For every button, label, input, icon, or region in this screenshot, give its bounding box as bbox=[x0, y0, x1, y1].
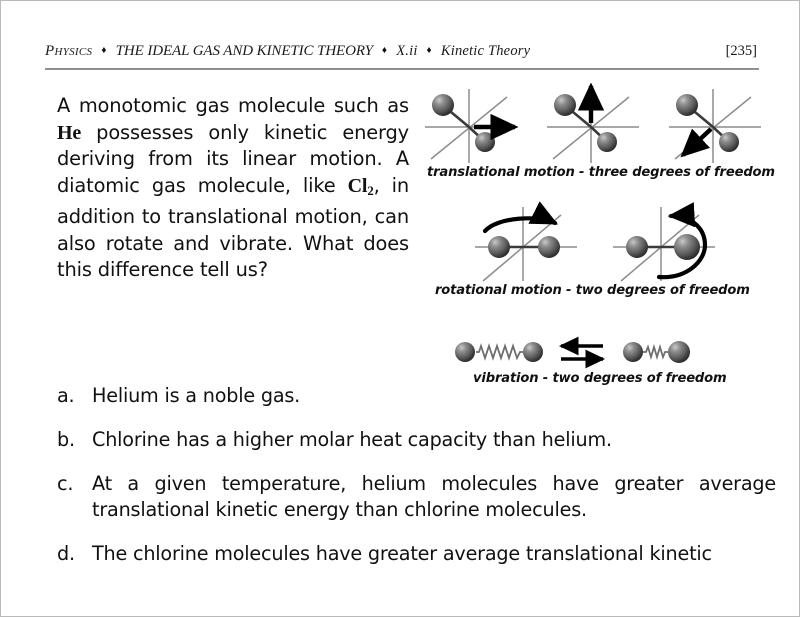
chem-formula-chlorine bbox=[348, 175, 374, 197]
chem-chlorine-subscript: 2 bbox=[367, 183, 374, 198]
question-text-part1: A monotomic gas molecule such as bbox=[57, 94, 409, 117]
question-text-part2: possesses only kinetic energy deriving from its linear motion. A diatomic gas molecule, like bbox=[57, 120, 409, 197]
vibration-stretched-pair bbox=[455, 342, 543, 362]
equilibrium-arrows bbox=[561, 346, 603, 359]
option-label-b: b. bbox=[57, 428, 75, 451]
figure-panel bbox=[421, 83, 785, 393]
header-topic: Kinetic Theory bbox=[440, 43, 531, 59]
rotational-motion-diagrams bbox=[461, 201, 751, 291]
vibration-caption: vibration - two degrees of freedom bbox=[473, 371, 727, 386]
translational-diagram-y bbox=[547, 86, 639, 163]
answer-options-list bbox=[57, 383, 776, 585]
vibration-svg bbox=[451, 335, 711, 369]
translational-diagram-x bbox=[425, 89, 517, 163]
rotational-svg bbox=[461, 201, 751, 287]
question-text-part3: , in addition to translational motion, can also rotate and vibrate. What does this difference tell us? bbox=[57, 173, 409, 282]
option-label-c: c. bbox=[57, 472, 74, 495]
page-number: [235] bbox=[725, 43, 757, 59]
answer-option-a[interactable] bbox=[57, 383, 757, 409]
header-divider bbox=[45, 68, 759, 70]
running-header bbox=[45, 43, 757, 69]
option-text-a: Helium is a noble gas. bbox=[92, 384, 301, 407]
header-chapter: THE IDEAL GAS AND KINETIC THEORY bbox=[115, 43, 373, 59]
chem-formula-helium: He bbox=[57, 121, 82, 144]
option-text-d: The chlorine molecules have greater average translational kinetic bbox=[92, 542, 712, 565]
translational-caption: translational motion - three degrees of freedom bbox=[427, 165, 775, 180]
answer-option-b[interactable] bbox=[57, 427, 757, 453]
rotational-diagram-axis2 bbox=[613, 207, 715, 281]
rotational-diagram-axis1 bbox=[475, 207, 577, 281]
option-text-b: Chlorine has a higher molar heat capacity than helium. bbox=[92, 428, 612, 451]
vibration-diagram bbox=[451, 335, 711, 373]
translational-motion-diagrams bbox=[421, 83, 785, 167]
translational-diagram-z bbox=[669, 89, 761, 163]
answer-option-c[interactable] bbox=[57, 471, 776, 523]
vibration-compressed-pair bbox=[623, 341, 690, 363]
chem-chlorine-symbol: Cl bbox=[347, 174, 368, 197]
answer-option-d[interactable] bbox=[57, 541, 757, 567]
option-label-d: d. bbox=[57, 542, 75, 565]
header-separator-3: ♦ bbox=[426, 45, 432, 56]
option-label-a: a. bbox=[57, 384, 75, 407]
rotational-caption: rotational motion - two degrees of freedom bbox=[435, 283, 750, 298]
header-separator-1: ♦ bbox=[101, 45, 107, 56]
header-section: X.ii bbox=[396, 43, 418, 59]
option-text-c: At a given temperature, helium molecules have greater average translational kinetic energy than chlorine molecules. bbox=[92, 472, 776, 521]
question-paragraph bbox=[57, 93, 409, 284]
header-breadcrumb bbox=[45, 43, 530, 60]
header-subject: Physics bbox=[45, 43, 93, 59]
translational-svg bbox=[421, 83, 785, 163]
header-separator-2: ♦ bbox=[381, 45, 388, 56]
